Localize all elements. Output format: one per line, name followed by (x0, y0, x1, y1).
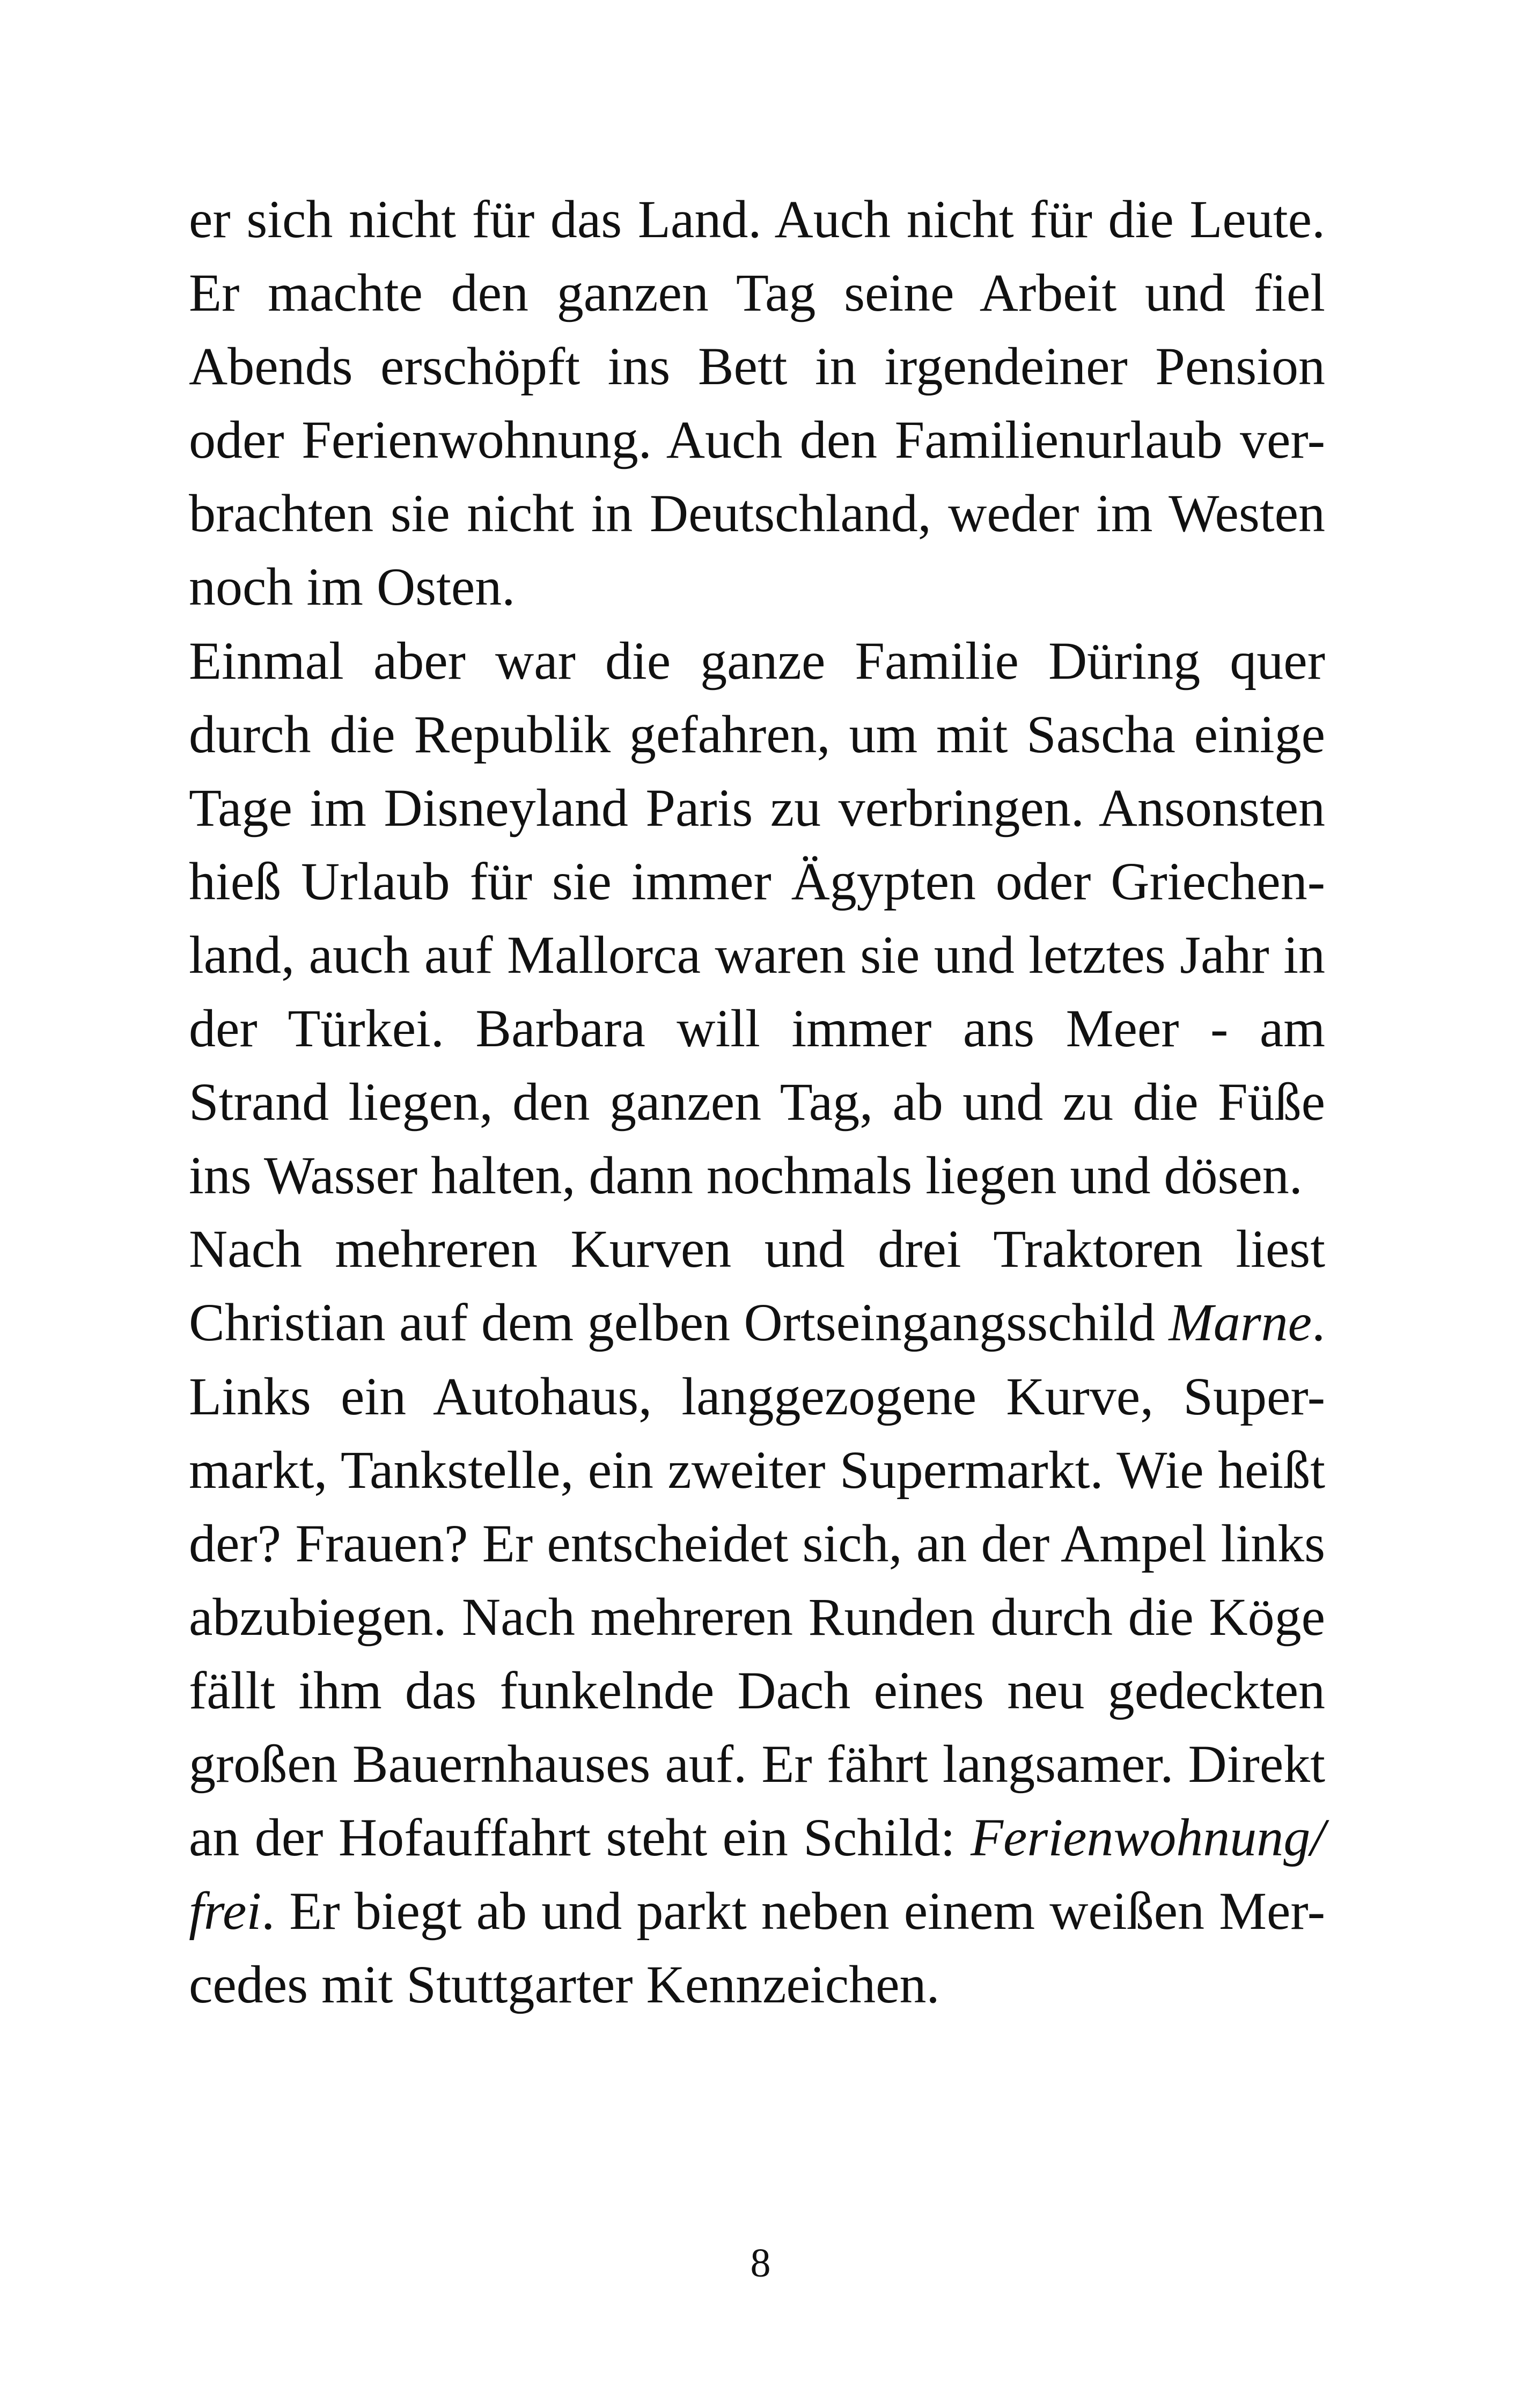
text-line: der Türkei. Barbara will immer ans Meer - am (189, 999, 1325, 1059)
text-run: an der Hofauffahrt steht ein Schild: (189, 1808, 971, 1868)
text-line: Abends erschöpft ins Bett in irgendeiner Pension (189, 336, 1325, 397)
text-run: . Er biegt ab und parkt neben einem weißen Mer- (261, 1881, 1325, 1941)
body-text (189, 182, 1325, 2021)
text-line: Tage im Disneyland Paris zu verbringen. Ansonsten (189, 777, 1325, 838)
text-line: der? Frauen? Er entscheidet sich, an der Ampel links (189, 1513, 1325, 1573)
italic-sign-text: frei (189, 1881, 262, 1941)
italic-sign-text: Ferienwohnung/ (970, 1808, 1325, 1868)
text-line: cedes mit Stuttgarter Kennzeichen. (189, 1955, 940, 2015)
text-line: Strand liegen, den ganzen Tag, ab und zu die Füße (189, 1072, 1325, 1132)
text-line: oder Ferienwohnung. Auch den Familienurlaub ver- (189, 410, 1325, 470)
italic-place-name: Marne (1169, 1293, 1312, 1353)
text-line: Nach mehreren Kurven und drei Traktoren liest (189, 1219, 1325, 1279)
text-line: fällt ihm das funkelnde Dach eines neu gedeckten (189, 1660, 1325, 1720)
text-run: Christian auf dem gelben Ortseingangsschild (189, 1293, 1169, 1353)
text-line-with-italic (189, 1874, 1325, 1948)
text-line: markt, Tankstelle, ein zweiter Supermarkt. Wie heißt (189, 1440, 1325, 1500)
text-line: noch im Osten. (189, 557, 516, 617)
text-line: brachten sie nicht in Deutschland, weder im Westen (189, 483, 1325, 544)
text-line-with-italic (189, 1801, 1325, 1874)
text-line: abzubiegen. Nach mehreren Runden durch die Köge (189, 1587, 1325, 1647)
text-line: großen Bauernhauses auf. Er fährt langsamer. Direkt (189, 1734, 1325, 1794)
text-line: Er machte den ganzen Tag seine Arbeit und fiel (189, 263, 1325, 323)
text-line-with-italic (189, 1286, 1325, 1359)
page-number: 8 (750, 2241, 771, 2286)
text-line: ins Wasser halten, dann nochmals liegen und dösen. (189, 1146, 1303, 1206)
text-line: Einmal aber war die ganze Familie Düring quer (189, 630, 1325, 691)
text-line: Links ein Autohaus, langgezogene Kurve, Super- (189, 1366, 1325, 1426)
text-line: hieß Urlaub für sie immer Ägypten oder Griechen- (189, 851, 1325, 911)
text-line: durch die Republik gefahren, um mit Sascha einige (189, 704, 1325, 764)
text-line: er sich nicht für das Land. Auch nicht für die Leute. (189, 189, 1325, 249)
text-run: . (1312, 1293, 1325, 1353)
text-line: land, auch auf Mallorca waren sie und letztes Jahr in (189, 924, 1325, 985)
